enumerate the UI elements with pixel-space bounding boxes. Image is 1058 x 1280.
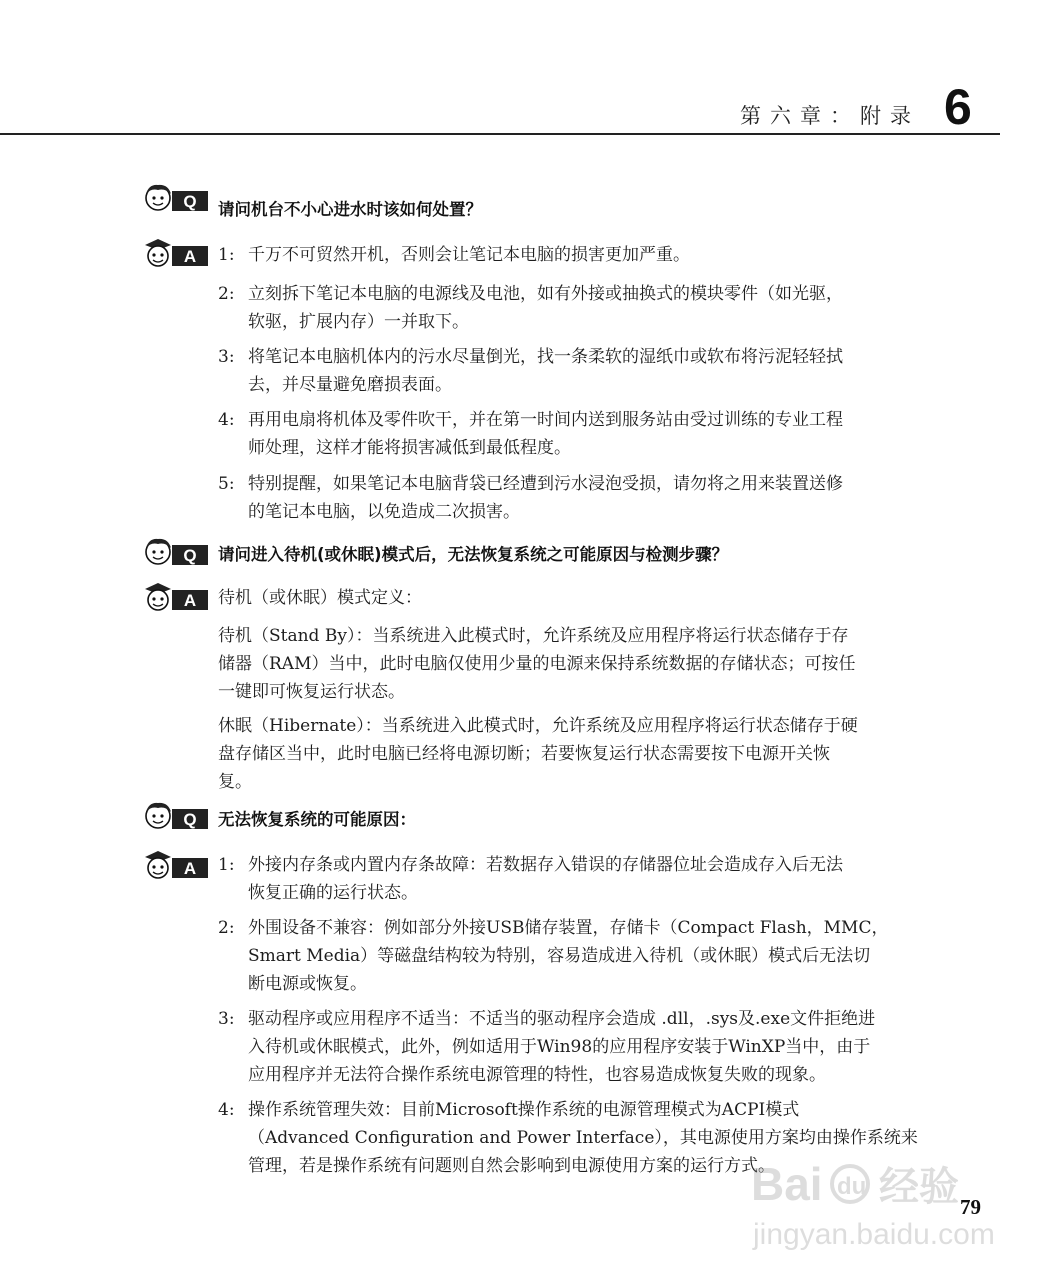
answer-3-item-3: 3: 驱动程序或应用程序不适当：不适当的驱动程序会造成 .dll，.sys及.exe文件拒绝进 入待机或休眠模式，此外，例如适用于Win98的应用程序安装于WinXP当中，由于 应用程序并无法符合操作系统电源管理的特性，也容易造成恢复失败的现象。 bbox=[218, 1009, 876, 1085]
question-badge-icon bbox=[141, 182, 211, 216]
answer-3-item-2: 2: 外围设备不兼容：例如部分外接USB储存装置，存储卡（Compact Flash，MMC， Smart Media）等磁盘结构较为特别，容易造成进入待机（或休眠）模式后无法切 断电源或恢复。 bbox=[218, 918, 889, 994]
svg-text:A: A bbox=[183, 859, 197, 878]
question-3: 无法恢复系统的可能原因： bbox=[218, 810, 416, 829]
answer-1-item-1: 1: 千万不可贸然开机，否则会让笔记本电脑的损害更加严重。 bbox=[218, 245, 690, 265]
svg-text:A: A bbox=[183, 591, 197, 610]
svg-text:Q: Q bbox=[183, 546, 197, 565]
svg-text:du: du bbox=[837, 1173, 867, 1200]
svg-text:Q: Q bbox=[183, 192, 197, 211]
answer-1-item-4: 4: 再用电扇将机体及零件吹干，并在第一时间内送到服务站由受过训练的专业工程 师处理，这样才能将损害减低到最低程度。 bbox=[218, 410, 843, 458]
header-divider bbox=[0, 133, 1000, 135]
answer-1-item-2: 2: 立刻拆下笔记本电脑的电源线及电池，如有外接或抽换式的模块零件（如光驱， 软驱，扩展内存）一并取下。 bbox=[218, 284, 843, 332]
question-1: 请问机台不小心进水时该如何处置？ bbox=[218, 200, 482, 219]
question-badge-icon bbox=[141, 536, 211, 570]
answer-3-item-1: 1: 外接内存条或内置内存条故障：若数据存入错误的存储器位址会造成存入后无法 恢复正确的运行状态。 bbox=[218, 855, 843, 903]
question-2: 请问进入待机(或休眠)模式后，无法恢复系统之可能原因与检测步骤？ bbox=[218, 545, 729, 564]
svg-text:经验: 经验 bbox=[879, 1164, 959, 1210]
answer-1-item-5: 5: 特别提醒，如果笔记本电脑背袋已经遭到污水浸泡受损，请勿将之用来装置送修 的笔记本电脑，以免造成二次损害。 bbox=[218, 474, 843, 522]
chapter-number: 6 bbox=[944, 79, 972, 135]
baidu-watermark-icon bbox=[745, 1150, 1005, 1260]
answer-badge-icon bbox=[141, 848, 211, 882]
svg-text:A: A bbox=[183, 247, 197, 266]
question-badge-icon bbox=[141, 800, 211, 834]
hibernate-definition: 休眠（Hibernate）：当系统进入此模式时，允许系统及应用程序将运行状态储存于硬 盘存储区当中，此时电脑已经将电源切断；若要恢复运行状态需要按下电源开关恢 复。 bbox=[218, 716, 858, 792]
answer-2-title: 待机（或休眠）模式定义： bbox=[218, 588, 422, 608]
svg-text:jingyan.baidu.com: jingyan.baidu.com bbox=[753, 1218, 995, 1251]
chapter-title: 第六章：附录 bbox=[740, 104, 920, 128]
answer-3-item-4: 4: 操作系统管理失效：目前Microsoft操作系统的电源管理模式为ACPI模式 （Advanced Configuration and Power Interface），其电源使用方案均由操作系统来 管理，若是操作系统有问题则自然会影响到电源使用方案的运行方式。 bbox=[218, 1100, 918, 1176]
svg-text:Bai: Bai bbox=[751, 1158, 823, 1210]
page-number: 79 bbox=[960, 1195, 981, 1219]
answer-1-item-3: 3: 将笔记本电脑机体内的污水尽量倒光，找一条柔软的湿纸巾或软布将污泥轻轻拭 去，并尽量避免磨损表面。 bbox=[218, 347, 843, 395]
answer-badge-icon bbox=[141, 236, 211, 270]
answer-badge-icon bbox=[141, 580, 211, 614]
svg-text:Q: Q bbox=[183, 810, 197, 829]
standby-definition: 待机（Stand By）：当系统进入此模式时，允许系统及应用程序将运行状态储存于存 储器（RAM）当中，此时电脑仅使用少量的电源来保持系统数据的存储状态；可按任 一键即可恢复运行状态。 bbox=[218, 626, 856, 702]
